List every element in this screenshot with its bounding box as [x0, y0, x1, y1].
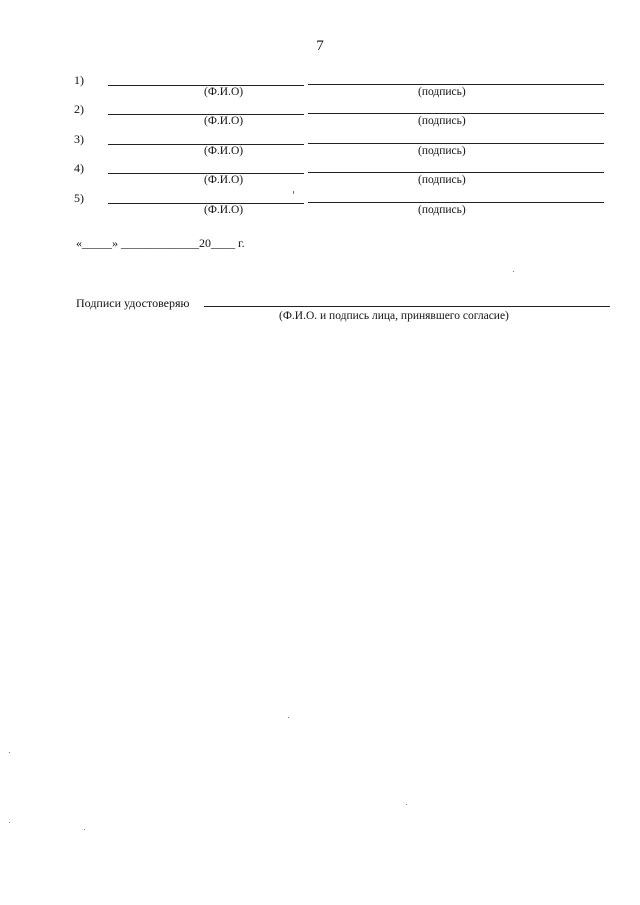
signature-caption: (подпись) — [418, 86, 466, 98]
certify-signature-line — [204, 306, 610, 307]
row-number: 1) — [74, 73, 84, 87]
name-caption: (Ф.И.О) — [204, 174, 244, 186]
signatory-row-1 — [74, 73, 614, 103]
signature-caption: (подпись) — [418, 145, 466, 157]
signatory-row-3 — [74, 132, 614, 162]
signatory-row-4 — [74, 161, 614, 191]
certify-label: Подписи удостоверяю — [76, 296, 190, 310]
signatory-row-5 — [74, 191, 614, 221]
signature-line — [308, 172, 604, 173]
scan-speck — [293, 191, 294, 194]
scan-speck — [9, 752, 10, 753]
name-caption: (Ф.И.О) — [204, 204, 244, 216]
signature-caption: (подпись) — [418, 204, 466, 216]
signature-line — [308, 113, 604, 114]
row-number: 3) — [74, 132, 84, 146]
name-caption: (Ф.И.О) — [204, 115, 244, 127]
page-number: 7 — [316, 38, 324, 54]
scan-speck — [9, 822, 10, 823]
name-caption: (Ф.И.О) — [204, 145, 244, 157]
row-number: 2) — [74, 102, 84, 116]
scan-speck — [288, 717, 289, 718]
signature-line — [308, 143, 604, 144]
scan-speck — [406, 804, 407, 805]
signature-caption: (подпись) — [418, 174, 466, 186]
date-line: «_____» _____________20____ г. — [76, 236, 245, 250]
signature-line — [308, 84, 604, 85]
scan-speck — [513, 271, 514, 272]
signature-caption: (подпись) — [418, 115, 466, 127]
signature-line — [308, 202, 604, 203]
scan-speck — [84, 829, 85, 830]
row-number: 5) — [74, 191, 84, 205]
certify-caption: (Ф.И.О. и подпись лица, принявшего согласие) — [279, 310, 509, 322]
name-caption: (Ф.И.О) — [204, 86, 244, 98]
signatory-row-2 — [74, 102, 614, 132]
row-number: 4) — [74, 161, 84, 175]
